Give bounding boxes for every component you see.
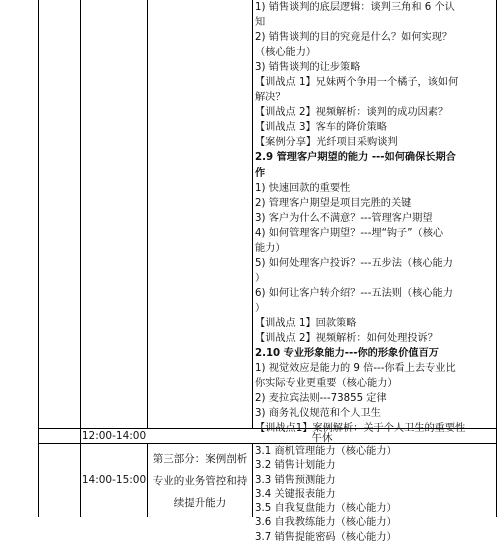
- content-line: 解决？: [255, 92, 286, 104]
- content-line: ）: [255, 302, 266, 314]
- content-line: 2.10 专业形象能力---你的形象价值百万: [255, 348, 439, 360]
- list-item: 3.7 销售提能密码（核心能力）: [255, 531, 397, 543]
- noon-time: 12:00-14:00: [81, 430, 147, 442]
- afternoon-time: 14:00-15:00: [81, 474, 147, 486]
- table-border-right: [496, 0, 497, 517]
- list-item: 3.5 自我复盘能力（核心能力）: [255, 503, 397, 515]
- table-col-divider-1: [80, 0, 81, 428]
- content-line: 1) 销售谈判的底层逻辑：谈判三角和 6 个认: [255, 2, 455, 13]
- table-col-divider-6: [252, 443, 253, 517]
- content-line: ）: [255, 272, 266, 284]
- content-line: 5) 如何处理客户投诉？---五步法（核心能力: [255, 257, 453, 269]
- content-line: 【训战点 1】兄妹两个争用一个橘子，该如何: [255, 77, 459, 89]
- content-line: 【训战点 2】视频解析：如何处理投诉？: [255, 333, 438, 345]
- content-line: 【案例分享】光纤项目采购谈判: [255, 137, 398, 149]
- section-three-items: [255, 445, 495, 545]
- content-line: 【训战点 3】客车的降价策略: [255, 122, 387, 134]
- content-line: 4) 如何管理客户期望？---埋“钩子”（核心: [255, 227, 444, 239]
- content-line: 【训战点1】案例解析：关于个人卫生的重要性: [255, 423, 466, 435]
- content-line: 3) 商务礼仪规范和个人卫生: [255, 408, 381, 420]
- content-line: 【训战点 1】回款策略: [255, 317, 357, 329]
- content-line: 1) 快速回款的重要性: [255, 182, 351, 194]
- content-line: 2.9 管理客户期望的能力 ---如何确保长期合: [255, 152, 456, 164]
- content-line: 2) 销售谈判的目的究竟是什么？如何实现？: [255, 32, 453, 44]
- content-line: 你实际专业更重要（核心能力）: [255, 378, 398, 390]
- table-col-divider-3: [147, 0, 148, 428]
- content-line: 2) 麦拉宾法则---73855 定律: [255, 393, 387, 405]
- content-line: （核心能力）: [255, 47, 317, 59]
- list-item: 3.3 销售预测能力: [255, 474, 336, 486]
- list-item: 3.4 关键报表能力: [255, 488, 336, 500]
- list-item: 3.1 商机管理能力（核心能力）: [255, 446, 397, 457]
- section-three-line: 第三部分：案例剖析: [152, 453, 248, 465]
- content-line: 1) 视觉效应是能力的 9 倍---你看上去专业比: [255, 363, 456, 375]
- content-line: 2) 管理客户期望是项目完胜的关键: [255, 197, 412, 209]
- section-three-title: [148, 448, 252, 514]
- content-line: 3) 销售谈判的让步策略: [255, 62, 361, 74]
- section-three-line: 续提升能力: [173, 497, 227, 509]
- content-line: 作: [255, 167, 266, 179]
- content-line: 能力）: [255, 242, 286, 254]
- table-border-left: [38, 0, 39, 517]
- list-item: 3.2 销售计划能力: [255, 460, 336, 472]
- table-col-divider-5: [252, 0, 253, 428]
- content-line: 6) 如何让客户转介绍？---五法则（核心能力: [255, 287, 453, 299]
- list-item: 3.6 自我教练能力（核心能力）: [255, 517, 397, 529]
- content-line: 【训战点 2】视频解析：谈判的成功因素？: [255, 107, 449, 119]
- noon-label: 午休: [311, 432, 333, 444]
- section-three-line: 专业的业务管控和持: [152, 475, 248, 487]
- course-content-upper: [255, 0, 495, 436]
- content-line: 知: [255, 17, 266, 29]
- content-line: 3) 客户为什么不满意？---管理客户期望: [255, 212, 433, 224]
